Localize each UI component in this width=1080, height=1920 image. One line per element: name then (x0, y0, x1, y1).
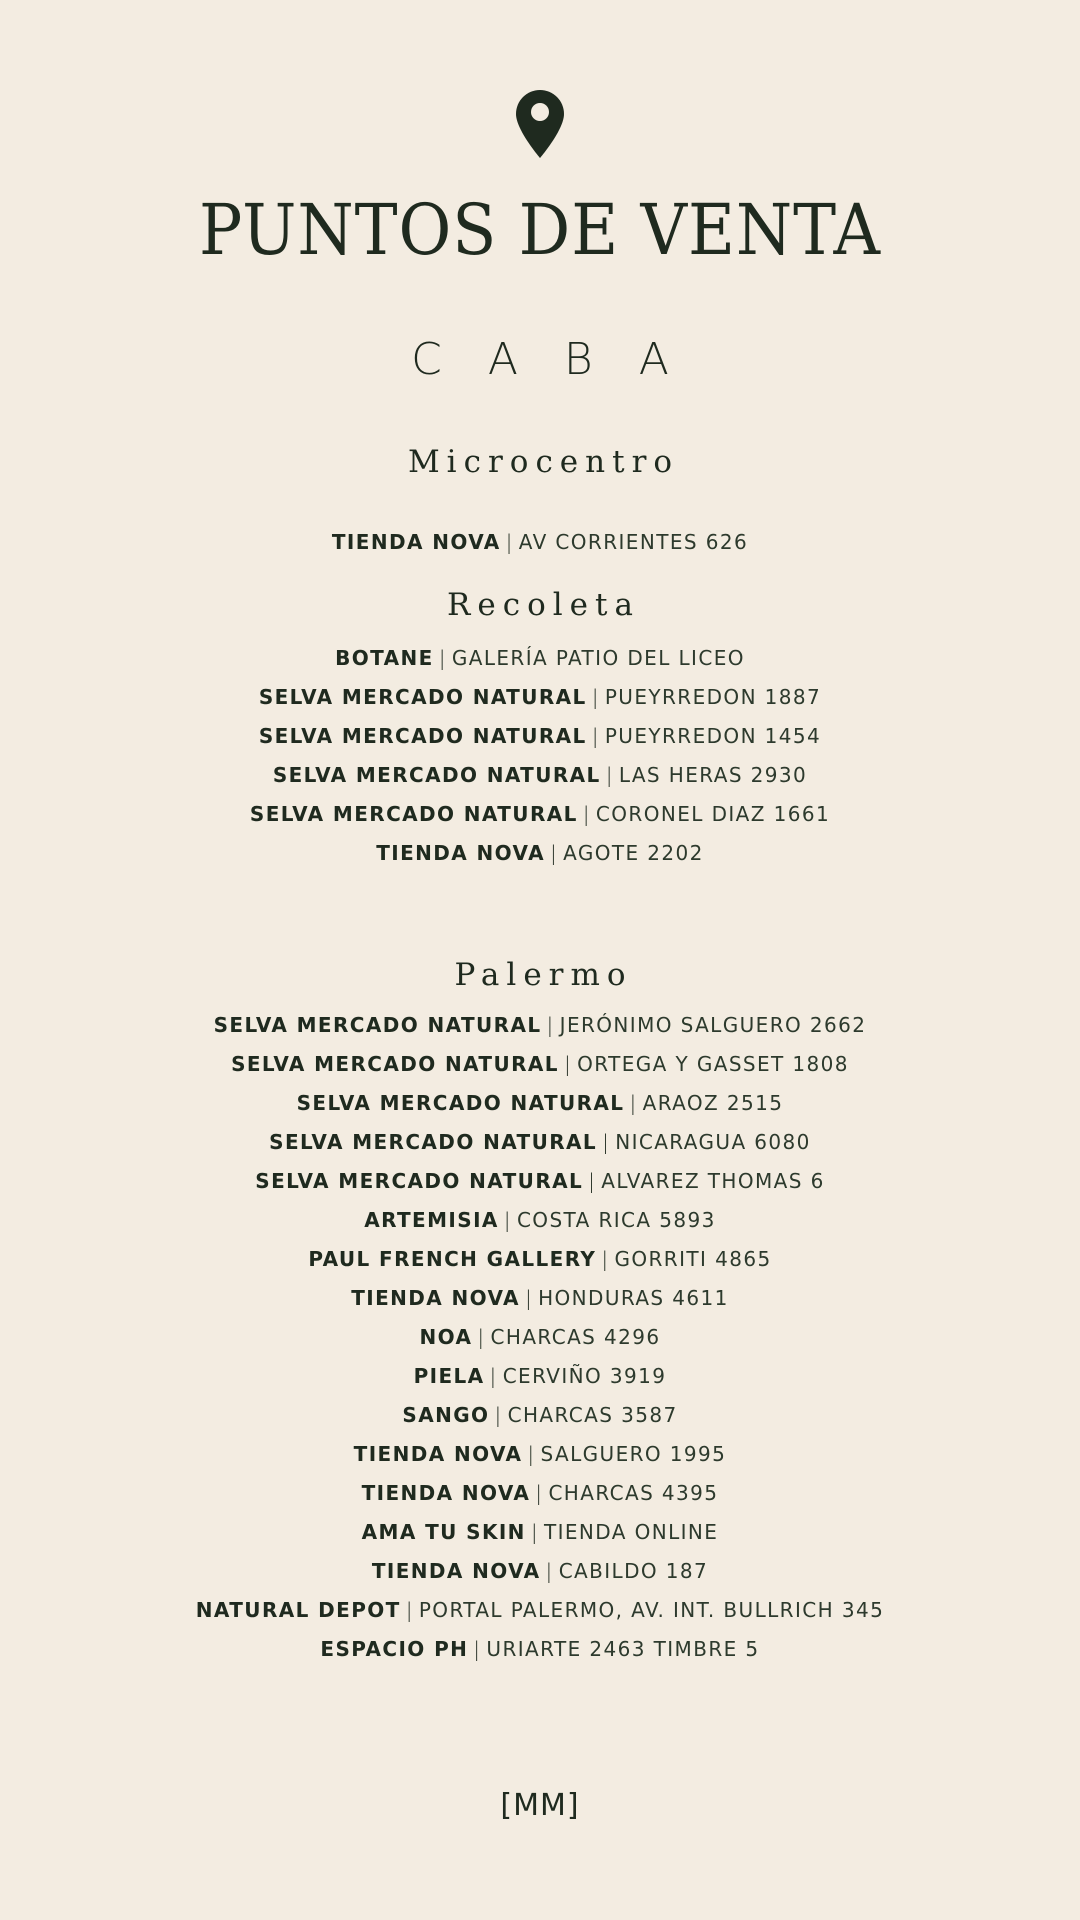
store-name: SELVA MERCADO NATURAL (296, 1091, 625, 1115)
list-item (0, 1240, 1080, 1279)
list-item (0, 1084, 1080, 1123)
store-name: NATURAL DEPOT (195, 1598, 401, 1622)
separator: | (563, 1052, 573, 1076)
store-address: ARAOZ 2515 (642, 1091, 784, 1115)
list-item (0, 1045, 1080, 1084)
store-address: JERÓNIMO SALGUERO 2662 (559, 1013, 867, 1037)
list-item (0, 1318, 1080, 1357)
list-item (0, 795, 1080, 834)
store-address: TIENDA ONLINE (543, 1520, 719, 1544)
section-title-recoleta: Recoleta (447, 587, 640, 623)
store-list-recoleta (0, 639, 1080, 873)
separator: | (524, 1286, 534, 1310)
separator: | (505, 530, 514, 554)
list-item (0, 1006, 1080, 1045)
store-name: ARTEMISIA (364, 1208, 499, 1232)
store-name: AMA TU SKIN (361, 1520, 526, 1544)
list-item (0, 756, 1080, 795)
store-name: TIENDA NOVA (351, 1286, 520, 1310)
section-title-palermo: Palermo (454, 957, 633, 993)
store-name: NOA (419, 1325, 473, 1349)
separator: | (629, 1091, 638, 1115)
store-name: SELVA MERCADO NATURAL (258, 685, 587, 709)
page-title: PUNTOS DE VENTA (199, 189, 881, 271)
list-item (0, 1279, 1080, 1318)
store-name: SANGO (402, 1403, 490, 1427)
store-address: CABILDO 187 (558, 1559, 709, 1583)
store-list-microcentro (0, 523, 1080, 562)
store-address: LAS HERAS 2930 (618, 763, 808, 787)
store-address: ALVAREZ THOMAS 6 (601, 1169, 825, 1193)
store-address: PUEYRREDON 1887 (604, 685, 822, 709)
list-item (0, 1474, 1080, 1513)
store-address: ORTEGA Y GASSET 1808 (577, 1052, 849, 1076)
separator: | (494, 1403, 503, 1427)
separator: | (601, 1247, 610, 1271)
store-name: SELVA MERCADO NATURAL (249, 802, 578, 826)
list-item (0, 1396, 1080, 1435)
store-name: SELVA MERCADO NATURAL (269, 1130, 598, 1154)
list-item (0, 1162, 1080, 1201)
store-name: ESPACIO PH (320, 1637, 469, 1661)
map-pin-icon (516, 90, 564, 158)
separator: | (535, 1481, 544, 1505)
store-address: CHARCAS 4395 (548, 1481, 719, 1505)
store-name: SELVA MERCADO NATURAL (213, 1013, 542, 1037)
store-address: NICARAGUA 6080 (615, 1130, 811, 1154)
list-item (0, 1123, 1080, 1162)
list-item (0, 1357, 1080, 1396)
store-address: URIARTE 2463 TIMBRE 5 (486, 1637, 760, 1661)
separator: | (546, 1013, 555, 1037)
list-item (0, 1591, 1080, 1630)
city-heading: C A B A (411, 334, 685, 385)
list-item (0, 1630, 1080, 1669)
store-name: TIENDA NOVA (331, 530, 501, 554)
separator: | (477, 1325, 486, 1349)
store-name: SELVA MERCADO NATURAL (272, 763, 601, 787)
store-address: HONDURAS 4611 (538, 1286, 729, 1310)
store-list-palermo (0, 1006, 1080, 1669)
separator: | (530, 1520, 539, 1544)
separator: | (549, 841, 559, 865)
list-item (0, 717, 1080, 756)
section-title-microcentro: Microcentro (407, 444, 680, 480)
store-address: AGOTE 2202 (563, 841, 704, 865)
separator: | (602, 1130, 611, 1154)
separator: | (591, 685, 600, 709)
list-item (0, 523, 1080, 562)
store-name: TIENDA NOVA (353, 1442, 523, 1466)
separator: | (527, 1442, 536, 1466)
store-address: SALGUERO 1995 (540, 1442, 727, 1466)
store-address: PORTAL PALERMO, AV. INT. BULLRICH 345 (418, 1598, 885, 1622)
list-item (0, 1435, 1080, 1474)
separator: | (473, 1637, 482, 1661)
store-address: PUEYRREDON 1454 (604, 724, 822, 748)
list-item (0, 639, 1080, 678)
separator: | (582, 802, 591, 826)
list-item (0, 678, 1080, 717)
store-name: PAUL FRENCH GALLERY (308, 1247, 597, 1271)
list-item (0, 1513, 1080, 1552)
separator: | (588, 1169, 597, 1193)
store-name: BOTANE (335, 646, 434, 670)
store-name: TIENDA NOVA (361, 1481, 531, 1505)
list-item (0, 1201, 1080, 1240)
separator: | (405, 1598, 414, 1622)
separator: | (591, 724, 600, 748)
store-name: PIELA (413, 1364, 485, 1388)
separator: | (605, 763, 614, 787)
separator: | (503, 1208, 512, 1232)
store-address: GALERÍA PATIO DEL LICEO (451, 646, 745, 670)
store-name: SELVA MERCADO NATURAL (231, 1052, 559, 1076)
store-address: GORRITI 4865 (614, 1247, 772, 1271)
store-address: CHARCAS 3587 (507, 1403, 678, 1427)
store-address: CHARCAS 4296 (490, 1325, 661, 1349)
store-name: SELVA MERCADO NATURAL (255, 1169, 584, 1193)
separator: | (545, 1559, 554, 1583)
separator: | (438, 646, 447, 670)
store-address: CORONEL DIAZ 1661 (595, 802, 831, 826)
store-address: AV CORRIENTES 626 (518, 530, 749, 554)
store-address: COSTA RICA 5893 (516, 1208, 716, 1232)
store-name: TIENDA NOVA (371, 1559, 541, 1583)
list-item (0, 1552, 1080, 1591)
store-address: CERVIÑO 3919 (502, 1364, 667, 1388)
store-name: TIENDA NOVA (376, 841, 545, 865)
brand-logo: [MM] (500, 1788, 580, 1823)
list-item (0, 834, 1080, 873)
store-name: SELVA MERCADO NATURAL (258, 724, 587, 748)
separator: | (489, 1364, 498, 1388)
